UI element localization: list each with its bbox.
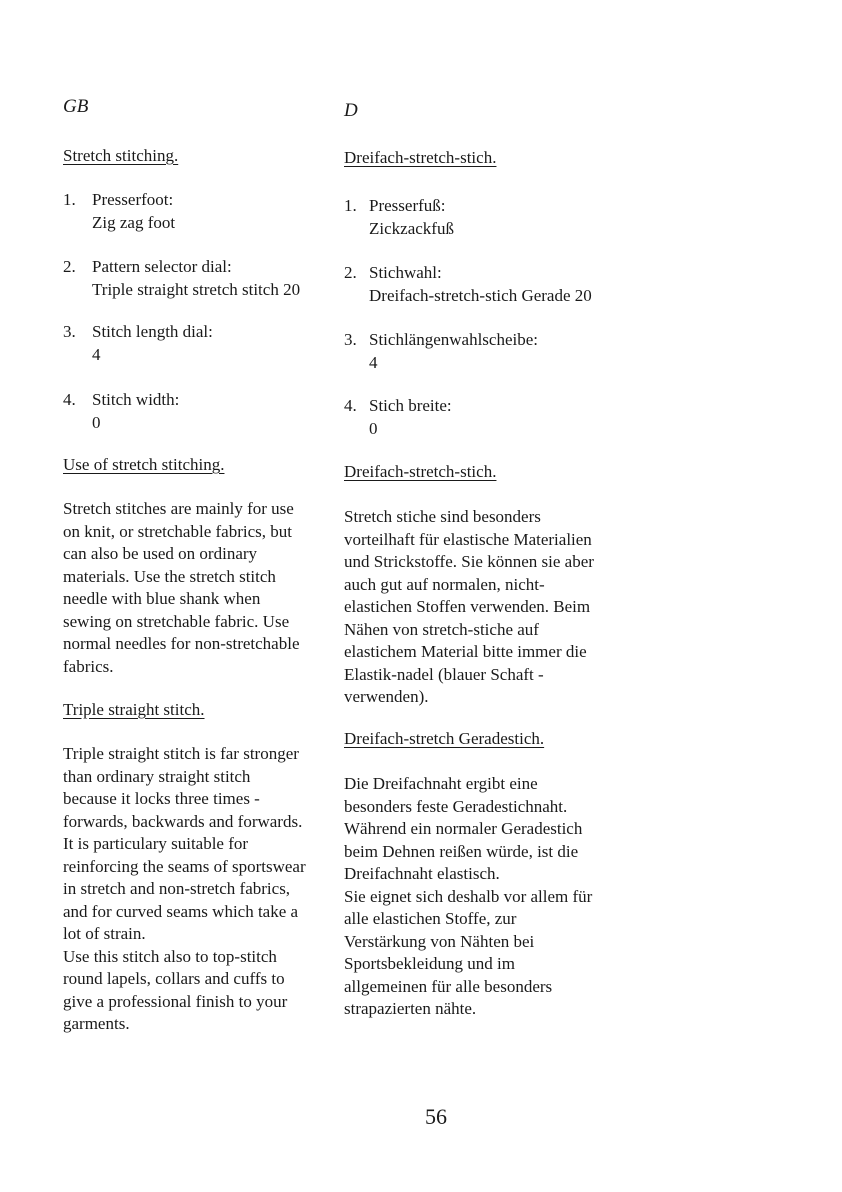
gb-heading-stretch-stitching: Stretch stitching. (63, 146, 179, 165)
de-paragraph-use: Stretch stiche sind besonders vorteilhaft für elastische Materialien und Strickstoffe. Sie können sie aber auch gut auf normalen, nicht- elastichen Stoffen verwenden. Beim Nähen von stretch-stiche auf elastichem Material bitte immer die Elastik-nadel (blauer Schaft - verwenden). (344, 507, 594, 706)
item-number: 3. (63, 322, 76, 341)
item-value: 0 (92, 413, 101, 432)
de-paragraph-geradestich: Die Dreifachnaht ergibt eine besonders feste Geradestichnaht. Während ein normaler Geradestich beim Dehnen reißen würde, ist die Dreifachnaht elastisch. Sie eignet sich deshalb vor allem für alle elastichen Stoffe, zur Verstärkung von Nähten bei Sportsbekleidung und im allgemeinen für alle besonders strapazierten nähte. (344, 774, 593, 1018)
item-number: 3. (344, 330, 357, 349)
item-value: Triple straight stretch stitch 20 (92, 280, 301, 299)
item-number: 1. (63, 190, 76, 209)
item-label: Stichwahl: (369, 263, 442, 282)
item-value: 4 (369, 353, 378, 372)
de-settings-item-1 (344, 194, 454, 240)
de-settings-item-4 (344, 394, 452, 440)
item-label: Stitch width: (92, 390, 180, 409)
item-label: Presserfuß: (369, 196, 446, 215)
item-value: 0 (369, 419, 378, 438)
item-label: Presserfoot: (92, 190, 174, 209)
page-number: 56 (425, 1104, 447, 1129)
gb-paragraph-use: Stretch stitches are mainly for use on knit, or stretchable fabrics, but can also be used on ordinary materials. Use the stretch stitch needle with blue shank when sewing on stretchable fabric. Use normal needles for non-stretchable fabrics. (63, 499, 300, 676)
item-label: Pattern selector dial: (92, 257, 232, 276)
item-number: 2. (344, 263, 357, 282)
item-value: Zig zag foot (92, 213, 176, 232)
item-label: Stichlängenwahlscheibe: (369, 330, 539, 349)
gb-language-label: GB (63, 96, 89, 117)
item-number: 1. (344, 196, 357, 215)
de-heading-dreifach-2: Dreifach-stretch-stich. (344, 462, 497, 481)
item-label: Stitch length dial: (92, 322, 213, 341)
gb-settings-item-1 (63, 188, 175, 234)
item-number: 4. (63, 390, 76, 409)
item-number: 4. (344, 396, 357, 415)
item-label: Stich breite: (369, 396, 452, 415)
item-value: Dreifach-stretch-stich Gerade 20 (369, 286, 592, 305)
de-settings-item-2 (344, 261, 592, 307)
item-number: 2. (63, 257, 76, 276)
de-settings-item-3 (344, 328, 538, 374)
item-value: 4 (92, 345, 101, 364)
gb-paragraph-triple: Triple straight stitch is far stronger than ordinary straight stitch because it locks three times - forwards, backwards and forwards. It is particulary suitable for reinforcing the seams of sportswear in stretch and non-stretch fabrics, and for curved seams which take a lot of strain. Use this stitch also to top-stitch round lapels, collars and cuffs to give a professional finish to your garments. (63, 744, 306, 1033)
gb-heading-use-of-stretch: Use of stretch stitching. (63, 455, 225, 474)
gb-settings-item-2 (63, 255, 300, 301)
gb-settings-item-3 (63, 320, 213, 366)
gb-settings-item-4 (63, 388, 179, 434)
gb-heading-triple-straight: Triple straight stitch. (63, 700, 205, 719)
de-heading-dreifach: Dreifach-stretch-stich. (344, 148, 497, 167)
de-language-label: D (344, 100, 358, 121)
de-heading-geradestich: Dreifach-stretch Geradestich. (344, 729, 545, 748)
item-value: Zickzackfuß (369, 219, 454, 238)
